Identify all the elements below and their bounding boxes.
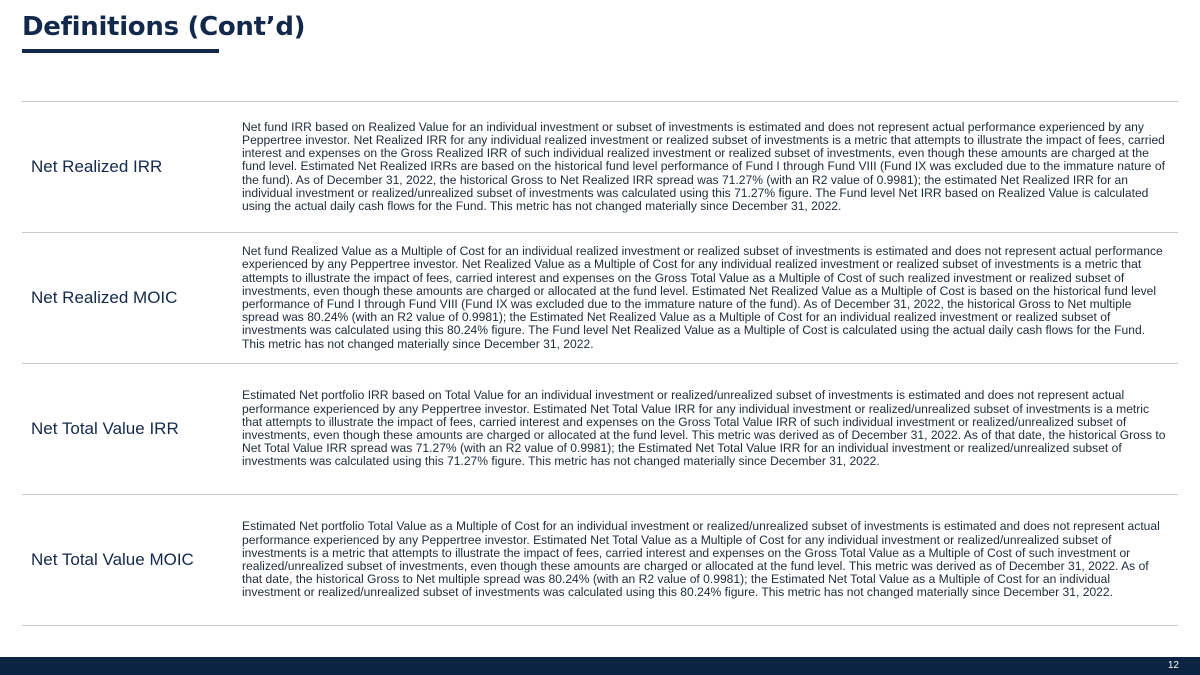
page-title: Definitions (Cont’d)	[22, 12, 306, 42]
title-underline	[22, 49, 219, 53]
definition-text: Net fund IRR based on Realized Value for an individual investment or subset of investments is estimated and does not represent actual performance experienced by any Peppertree investor. Net Realized IRR for any individual realized investment or realized subset of investments is a metric that attempts to illustrate the impact of fees, carried interest and expenses on the Gross Realized IRR of such individual realized investment or realized subset of investments, even though these amounts are charged at the fund level. Estimated Net Realized IRRs are based on the historical fund level performance of Fund I through Fund VIII (Fund IX was excluded due to the immature nature of the fund). As of December 31, 2022, the historical Gross to Net Realized IRR spread was 71.27% (with an R2 value of 0.9981); the estimated Net Realized IRR for an individual investment or realized/unrealized subset of investments was calculated using this 71.27% figure. The Fund level Net IRR based on Realized Value is calculated using the actual daily cash flows for the Fund. This metric has not changed materially since December 31, 2022.	[242, 119, 1165, 213]
definition-row-net-total-value-moic	[22, 495, 1178, 626]
definition-text: Net fund Realized Value as a Multiple of Cost for an individual realized investment or realized subset of investments is estimated and does not represent actual performance experienced by any Peppertree investor. Net Realized Value as a Multiple of Cost for any individual realized investment or realized subset of investments is a metric that attempts to illustrate the impact of fees, carried interest and expenses on the Gross Total Value as a Multiple of Cost of such realized investment or realized subset of investments, even though these amounts are charged or allocated at the fund level. Estimated Net Realized Value as a Multiple of Cost is based on the historical fund level performance of Fund I through Fund VIII (Fund IX was excluded due to the immature nature of the fund). As of December 31, 2022, the historical Gross to Net multiple spread was 80.24% (with an R2 value of 0.9981); the Estimated Net Realized Value as a Multiple of Cost for an individual realized investment or realized subset of investments was calculated using this 80.24% figure. The Fund level Net Realized Value as a Multiple of Cost is calculated using the actual daily cash flows for the Fund. This metric has not changed materially since December 31, 2022.	[242, 244, 1163, 351]
page-number: 12	[1167, 660, 1179, 671]
definition-row-net-realized-irr	[22, 102, 1178, 233]
definition-text: Estimated Net portfolio Total Value as a Multiple of Cost for an individual investment or realized/unrealized subset of investments is estimated and does not represent actual performance experienced by any Peppertree investor. Estimated Net Total Value as a Multiple of Cost for any individual investment or realized/unrealized subset of investments is a metric that attempts to illustrate the impact of fees, carried interest and expenses on the Gross Total Value as a Multiple of Cost of such investment or realized/unrealized subset of investments, even though these amounts are charged or allocated at the fund level. This metric was derived as of December 31, 2022. As of that date, the historical Gross to Net multiple spread was 80.24% (with an R2 value of 0.9981); the Estimated Net Total Value as a Multiple of Cost for an individual investment or realized/unrealized subset of investments was calculated using this 80.24% figure. This metric has not changed materially since December 31, 2022.	[242, 519, 1160, 600]
definition-term: Net Total Value IRR	[31, 419, 179, 438]
definition-row-net-realized-moic	[22, 233, 1178, 364]
definition-term: Net Total Value MOIC	[31, 550, 194, 569]
definitions-table	[22, 101, 1178, 626]
definition-row-net-total-value-irr	[22, 364, 1178, 495]
definition-term: Net Realized IRR	[31, 157, 163, 176]
footer-bar	[0, 657, 1200, 675]
definition-text: Estimated Net portfolio IRR based on Total Value for an individual investment or realized/unrealized subset of investments is estimated and does not represent actual performance experienced by any Peppertree investor. Estimated Net Total Value IRR for any individual investment or realized/unrealized subset of investments is a metric that attempts to illustrate the impact of fees, carried interest and expenses on the Gross Total Value IRR of such individual investment or realized/unrealized subset of investments, even though these amounts are charged or allocated at the fund level. This metric was derived as of December 31, 2022. As of that date, the historical Gross to Net Total Value IRR spread was 71.27% (with an R2 value of 0.9981); the Estimated Net Total Value IRR for an individual investment or realized/unrealized subset of investments was calculated using this 71.27% figure. This metric has not changed materially since December 31, 2022.	[242, 388, 1166, 469]
definition-term: Net Realized MOIC	[31, 288, 178, 307]
